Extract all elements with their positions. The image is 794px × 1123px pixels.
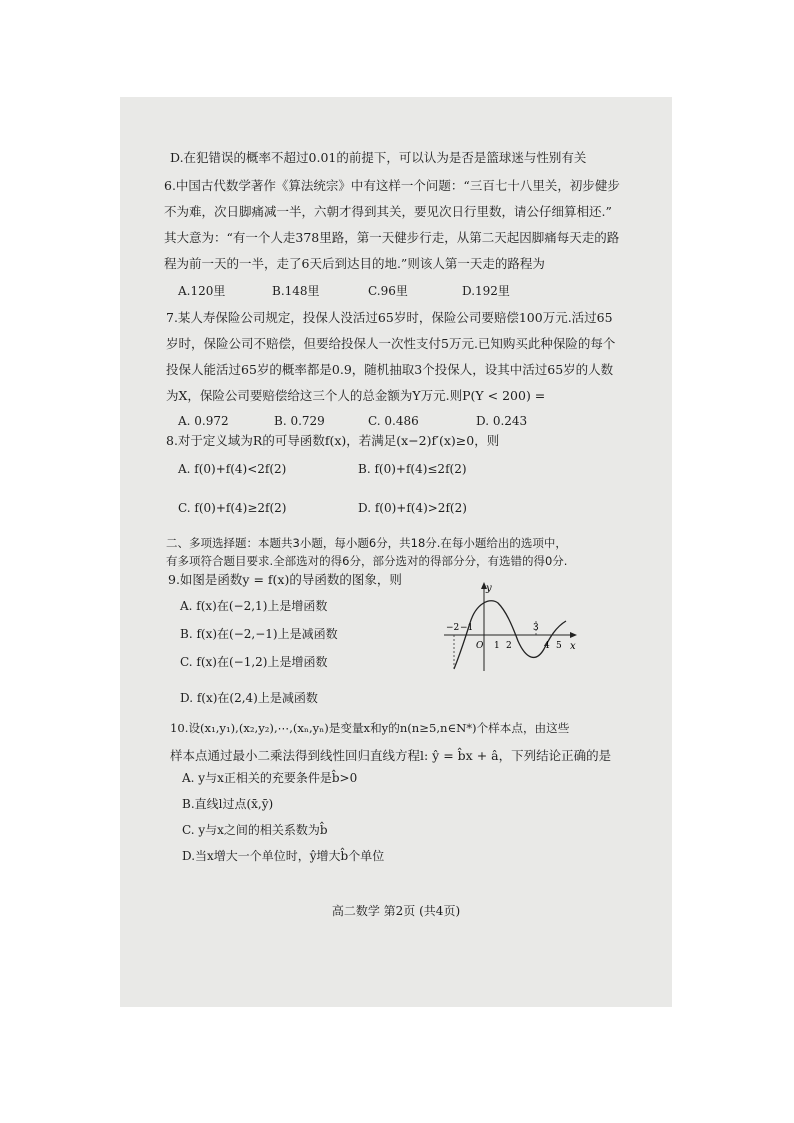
- section-2-heading-line-2: 有多项符合题目要求.全部选对的得6分，部分选对的得部分分，有选错的得0分.: [166, 554, 568, 568]
- q8-option-c: C. f(0)+f(4)≥2f(2): [178, 501, 287, 515]
- q8-option-d: D. f(0)+f(4)>2f(2): [358, 501, 467, 515]
- q10-option-a-text: A. y与x正相关的充要条件是b̂>0: [182, 771, 358, 785]
- derivative-graph: [440, 579, 580, 675]
- q6-option-a: A.120里: [178, 284, 226, 298]
- q7-option-c: C. 0.486: [368, 414, 419, 428]
- x-axis-label: x: [570, 641, 576, 652]
- q7-text-line-2: 岁时，保险公司不赔偿，但要给投保人一次性支付5万元.已知购买此种保险的每个: [166, 336, 616, 351]
- q9-option-c-text: C. f(x)在(−1,2)上是增函数: [180, 655, 328, 669]
- q7-option-b: B. 0.729: [274, 414, 325, 428]
- q10-text-line-1: 10.设(x₁,y₁),(x₂,y₂),⋯,(xₙ,yₙ)是变量x和y的n(n≥5,n∈N*)个样本点，由这些: [170, 721, 570, 735]
- q7-text-line-1: 7.某人寿保险公司规定，投保人没活过65岁时，保险公司要赔偿100万元.活过65: [166, 310, 613, 325]
- exam-page: [120, 97, 672, 1007]
- tick-neg1: −1: [460, 623, 474, 633]
- q10-option-b-text: B.直线l过点(x̄,ȳ): [182, 797, 274, 811]
- q6-option-d: D.192里: [462, 284, 510, 298]
- q9-option-b-text: B. f(x)在(−2,−1)上是减函数: [180, 627, 338, 641]
- tick-4: 4: [544, 641, 550, 651]
- q7-text-line-4: 为X，保险公司要赔偿给这三个人的总金额为Y万元.则P(Y < 200) =: [166, 388, 546, 403]
- q8-option-a: A. f(0)+f(4)<2f(2): [178, 462, 287, 476]
- q10-option-c-text: C. y与x之间的相关系数为b̂: [182, 823, 328, 837]
- q8-text: 8.对于定义域为R的可导函数f(x)，若满足(x−2)f′(x)≥0，则: [166, 433, 500, 448]
- tick-3: 3: [533, 623, 539, 633]
- q7-option-a: A. 0.972: [178, 414, 229, 428]
- q8-option-b: B. f(0)+f(4)≤2f(2): [358, 462, 467, 476]
- q6-text-line-2: 不为难，次日脚痛减一半，六朝才得到其关，要见次日行里数，请公仔细算相还.”: [164, 204, 612, 219]
- q7-option-d: D. 0.243: [476, 414, 528, 428]
- tick-2: 2: [506, 641, 512, 651]
- page-footer: 高二数学 第2页 (共4页): [331, 904, 461, 918]
- tick-5: 5: [556, 641, 562, 651]
- q9-option-d-text: D. f(x)在(2,4)上是减函数: [180, 691, 318, 705]
- q6-option-c: C.96里: [368, 284, 408, 298]
- y-axis-label: y: [486, 583, 492, 594]
- q9-option-a-text: A. f(x)在(−2,1)上是增函数: [180, 599, 328, 613]
- q6-option-b: B.148里: [272, 284, 320, 298]
- q10-text-line-2: 样本点通过最小二乘法得到线性回归直线方程l: ŷ = b̂x + â，下列结论正确的是: [170, 748, 612, 763]
- tick-1: 1: [494, 641, 500, 651]
- x-axis-arrow: [570, 632, 577, 638]
- q5-option-d: D.在犯错误的概率不超过0.01的前提下，可以认为是否是篮球迷与性别有关: [170, 150, 587, 165]
- q6-text-line-3: 其大意为：“有一个人走378里路，第一天健步行走，从第二天起因脚痛每天走的路: [164, 230, 620, 245]
- q10-option-d-text: D.当x增大一个单位时，ŷ增大b̂个单位: [182, 849, 385, 863]
- q9-text: 9.如图是函数y = f(x)的导函数的图象，则: [168, 572, 402, 587]
- q7-text-line-3: 投保人能活过65岁的概率都是0.9，随机抽取3个投保人，设其中活过65岁的人数: [166, 362, 614, 377]
- q6-text-line-1: 6.中国古代数学著作《算法统宗》中有这样一个问题：“三百七十八里关，初步健步: [164, 178, 620, 193]
- q6-text-line-4: 程为前一天的一半，走了6天后到达目的地.”则该人第一天走的路程为: [164, 256, 545, 271]
- tick-neg2: −2: [446, 623, 460, 633]
- origin-label: O: [476, 641, 484, 651]
- section-2-heading-line-1: 二、多项选择题：本题共3小题，每小题6分，共18分.在每小题给出的选项中，: [166, 536, 567, 550]
